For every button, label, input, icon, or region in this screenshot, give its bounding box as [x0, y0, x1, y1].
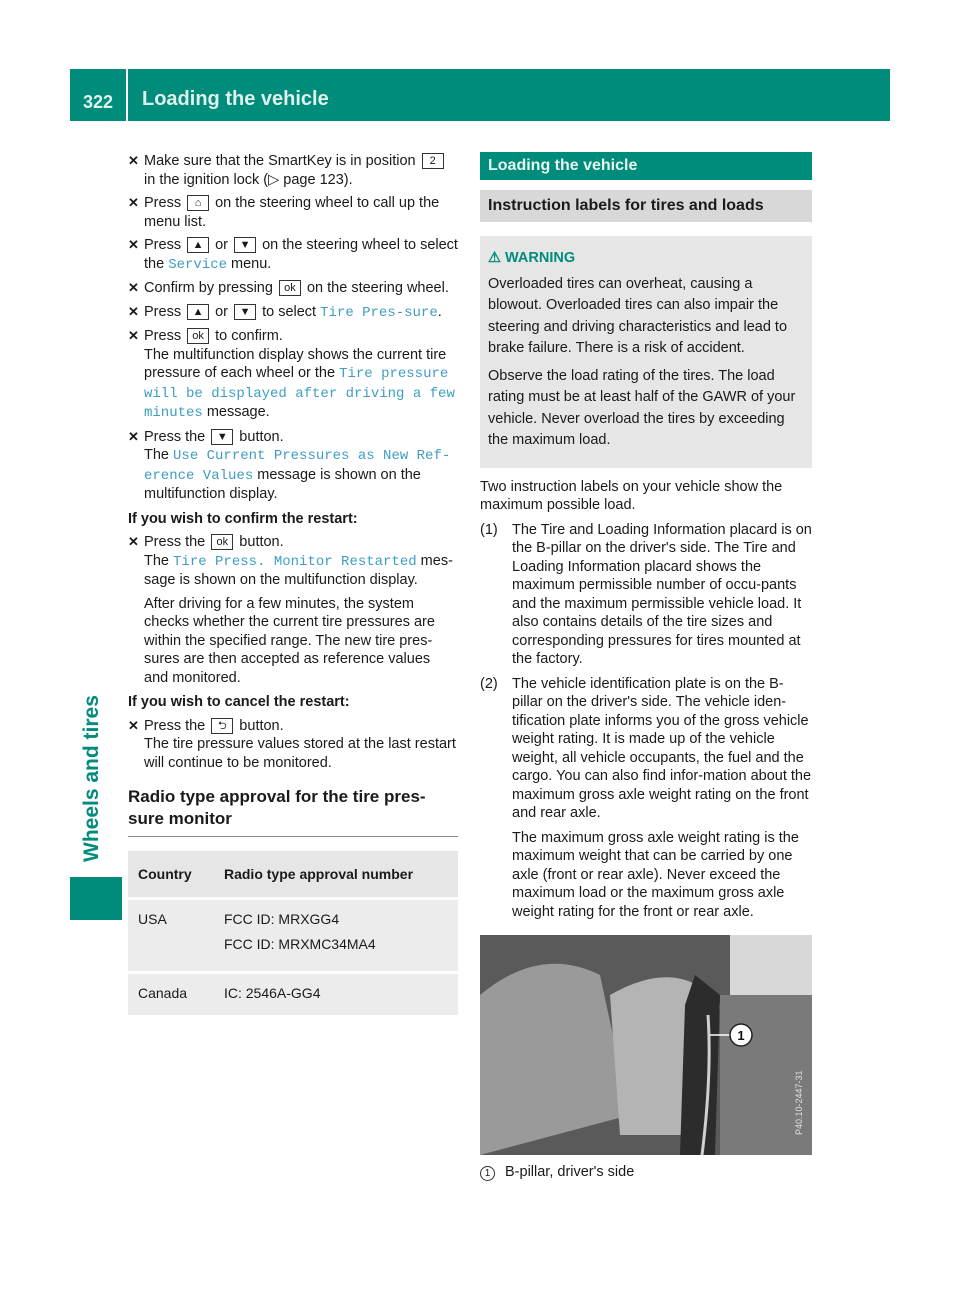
- step-text: Press the: [144, 534, 210, 550]
- list-number: (2): [480, 675, 498, 692]
- subsection-title: Instruction labels for tires and loads: [480, 190, 812, 222]
- display-message: Service: [168, 256, 227, 273]
- list-item: [480, 521, 812, 669]
- warning-text: Observe the load rating of the tires. The load rating must be at least half of the GAWR of your vehicle. Never overload the tires by exceeding the maximum load.: [488, 367, 796, 448]
- step-text: mes‐sage is shown on the multifunction display.: [144, 552, 453, 588]
- table-cell: USA: [128, 899, 214, 973]
- step-text: or: [211, 303, 233, 320]
- step-text: Make sure that the SmartKey is in position: [144, 153, 420, 169]
- step-text: menu.: [227, 255, 272, 272]
- list-text: The Tire and Loading Information placard is on the B-pillar on the driver's side. The Tire and Loading Information placard shows the maximum permissible number of occu‐pants and the maximum permissible vehicle load. It also contains details of the tire sizes and corresponding pressures for tires mounted at the factory.: [512, 521, 812, 667]
- table-cell: [214, 899, 458, 973]
- step-text: or: [211, 237, 233, 253]
- warning-text: Overloaded tires can overheat, causing a blowout. Overloaded tires can also impair the steering and driving characteristics and lead to brake failure. There is a risk of accident.: [488, 275, 788, 356]
- step-text: Press: [144, 303, 186, 320]
- step-text: to select: [258, 303, 321, 320]
- page-number: 322: [83, 92, 114, 112]
- fcc-id: FCC ID: MRXGG4: [223, 911, 340, 927]
- step-marker-icon: ✕: [128, 328, 139, 343]
- table-cell: Canada: [128, 973, 214, 1015]
- step-text: Press: [144, 195, 186, 211]
- up-key-icon: ▲: [187, 237, 209, 253]
- step-marker-icon: ✕: [128, 237, 139, 252]
- display-message: Tire Pres‐sure: [320, 304, 438, 321]
- after-driving-paragraph: After driving for a few minutes, the system checks whether the current tire pressures are within the specified range. The new tire pres‐sures are then accepted as reference values and monitored.: [144, 595, 435, 686]
- list-item: [480, 675, 812, 922]
- intro-paragraph: Two instruction labels on your vehicle show the maximum possible load.: [480, 478, 783, 513]
- photo-code: P40.10-2447-31: [794, 1070, 804, 1135]
- step-text: to confirm.: [211, 328, 283, 344]
- ok-key-icon: ok: [279, 280, 301, 296]
- step-text: Confirm by pressing: [144, 280, 277, 296]
- step-home: [128, 194, 458, 231]
- step-smartkey: [128, 152, 458, 189]
- step-text: The: [144, 447, 174, 463]
- header-divider: [126, 69, 128, 121]
- table-row: [128, 973, 458, 1015]
- step-text: button.: [235, 717, 284, 734]
- callout-number-icon: 1: [480, 1166, 495, 1181]
- warning-triangle-icon: ⚠: [488, 250, 501, 266]
- step-press-ok: [128, 327, 458, 423]
- photo-caption: [480, 1163, 812, 1182]
- step-text: in the ignition lock (▷ page 123).: [144, 171, 353, 188]
- photo-callout: 1: [737, 1028, 745, 1043]
- step-text: message is shown on the multifunction display.: [144, 466, 421, 502]
- side-chapter-label: Wheels and tires: [80, 695, 103, 862]
- step-cancel-restart: [128, 717, 458, 773]
- step-marker-icon: ✕: [128, 534, 139, 549]
- radio-approval-heading: Radio type approval for the tire pres‐sure monitor: [128, 786, 458, 837]
- step-text: on the steering wheel.: [302, 280, 449, 296]
- warning-box: [480, 236, 812, 468]
- step-text: Press the: [144, 717, 210, 734]
- page-header: [70, 69, 890, 121]
- left-column: [128, 152, 458, 1015]
- step-text: Press: [144, 328, 186, 344]
- step-text: on the steering wheel to select the: [144, 237, 458, 272]
- step-confirm: [128, 279, 458, 298]
- table-header-country: Country: [128, 851, 214, 899]
- right-column: [480, 152, 812, 1182]
- home-key-icon: ⌂: [187, 195, 209, 211]
- ok-key-icon: ok: [187, 328, 209, 344]
- section-title: Loading the vehicle: [480, 152, 812, 180]
- radio-approval-table: [128, 851, 458, 1015]
- car-interior-illustration: [480, 935, 812, 1155]
- table-header-row: [128, 851, 458, 899]
- step-confirm-restart: [128, 533, 458, 590]
- step-marker-icon: ✕: [128, 428, 139, 444]
- list-text: The vehicle identification plate is on the B-pillar on the driver's side. The vehicle iden‐tification plate informs you of the gross vehicle weight rating. It is made up of the vehicle weight, all vehicle occupants, the fuel and the cargo. You can also find infor‐mation about the maximum gross axle weight rating on the front and rear axle.: [512, 675, 812, 821]
- table-header-number: Radio type approval number: [214, 851, 458, 899]
- b-pillar-photo: [480, 935, 812, 1155]
- up-key-icon: ▲: [187, 304, 209, 320]
- step-text: Press the: [144, 428, 210, 445]
- warning-title: WARNING: [505, 250, 576, 266]
- step-marker-icon: ✕: [128, 717, 139, 733]
- position-key-icon: 2: [422, 153, 444, 169]
- step-text: button.: [235, 534, 284, 550]
- step-text: on the steering wheel to call up the menu list.: [144, 195, 440, 230]
- display-message: Use Current Pressures as New Ref‐erence Values: [144, 448, 451, 484]
- list-number: (1): [480, 521, 498, 538]
- step-select-tire-pressure: [128, 303, 458, 323]
- table-row: [128, 899, 458, 973]
- step-text: .: [437, 303, 442, 320]
- list-text: The maximum gross axle weight rating is the maximum weight that can be carried by one axle (front or rear axle). Never exceed the maximum load or the maximum gross axle weight rating for the front or rear axle.: [512, 829, 799, 920]
- confirm-heading: If you wish to confirm the restart:: [128, 510, 358, 527]
- ok-key-icon: ok: [211, 534, 233, 550]
- down-key-icon: ▼: [211, 429, 233, 445]
- step-text: Press: [144, 237, 186, 253]
- table-cell: IC: 2546A-GG4: [214, 973, 458, 1015]
- step-text: The tire pressure values stored at the last restart will continue to be monitored.: [144, 736, 456, 771]
- display-message: Tire Press. Monitor Restarted: [173, 553, 417, 570]
- down-key-icon: ▼: [234, 304, 256, 320]
- step-text: The multifunction display shows the current tire pressure of each wheel or the: [144, 346, 447, 381]
- warning-heading: [488, 248, 804, 270]
- back-key-icon: ⮌: [211, 718, 233, 734]
- fcc-id: FCC ID: MRXMC34MA4: [223, 935, 376, 952]
- step-text: The: [144, 552, 174, 569]
- cancel-heading: If you wish to cancel the restart:: [128, 694, 350, 710]
- step-press-down: [128, 428, 458, 504]
- step-select-service: [128, 236, 458, 274]
- step-marker-icon: ✕: [128, 280, 139, 295]
- step-marker-icon: ✕: [128, 153, 139, 168]
- step-text: message.: [202, 404, 270, 420]
- step-text: button.: [235, 428, 284, 445]
- header-title: Loading the vehicle: [142, 88, 329, 110]
- step-marker-icon: ✕: [128, 303, 139, 319]
- step-marker-icon: ✕: [128, 195, 139, 210]
- display-message: Tire pressure will be displayed after driving a few minutes: [144, 366, 455, 421]
- side-tab-block: [70, 877, 122, 920]
- down-key-icon: ▼: [234, 237, 256, 253]
- caption-text: B-pillar, driver's side: [505, 1164, 635, 1180]
